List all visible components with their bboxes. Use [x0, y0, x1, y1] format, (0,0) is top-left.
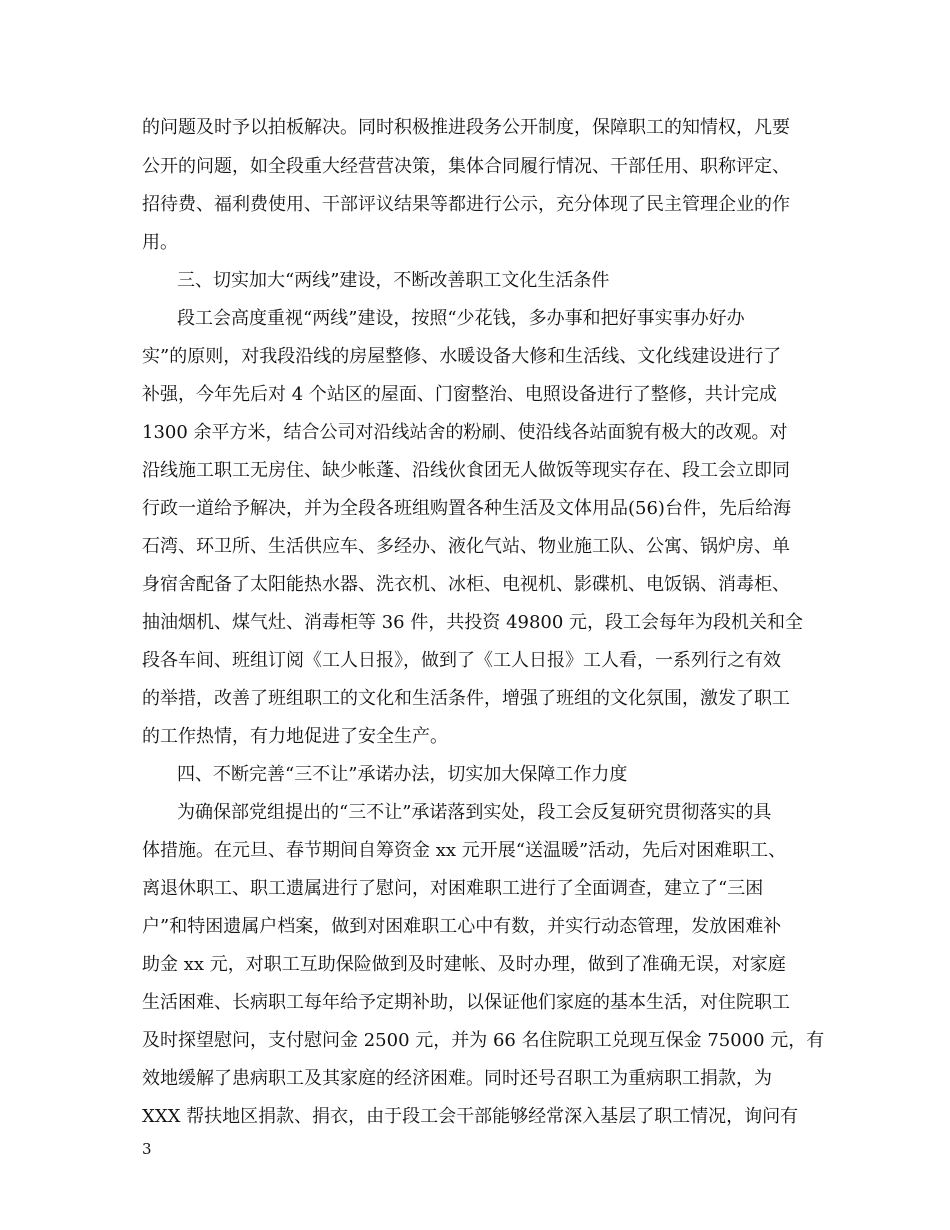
text-line: 补强，今年先后对 4 个站区的屋面、门窗整治、电照设备进行了整修，共计完成 — [142, 384, 777, 405]
text-line: 户”和特困遗属户档案，做到对困难职工心中有数，并实行动态管理，发放困难补 — [142, 916, 782, 937]
page-number: 3 — [142, 1140, 152, 1158]
paragraph-start: 为确保部党组提出的“三不让”承诺落到实处，段工会反复研究贯彻落实的具 — [177, 802, 772, 823]
text-line: XXX 帮扶地区捐款、捐衣，由于段工会干部能够经常深入基层了职工情况，询问有 — [142, 1106, 799, 1127]
text-line: 石湾、环卫所、生活供应车、多经办、液化气站、物业施工队、公寓、锅炉房、单 — [142, 536, 790, 557]
text-line: 1300 余平方米，结合公司对沿线站舍的粉刷、使沿线各站面貌有极大的改观。对 — [142, 422, 788, 443]
text-line: 用。 — [142, 232, 178, 253]
text-line: 助金 xx 元，对职工互助保险做到及时建帐、及时办理，做到了准确无误，对家庭 — [142, 954, 786, 975]
text-line: 体措施。在元旦、春节期间自筹资金 xx 元开展“送温暖”活动，先后对困难职工、 — [142, 840, 787, 861]
section-heading-4: 四、不断完善“三不让”承诺办法，切实加大保障工作力度 — [177, 764, 628, 785]
text-line: 沿线施工职工无房住、缺少帐蓬、沿线伙食团无人做饭等现实存在、段工会立即同 — [142, 460, 790, 481]
text-line: 离退休职工、职工遗属进行了慰问，对困难职工进行了全面调查，建立了“三困 — [142, 878, 764, 899]
text-line: 的问题及时予以拍板解决。同时积极推进段务公开制度，保障职工的知情权，凡要 — [142, 117, 790, 138]
section-heading-3: 三、切实加大“两线”建设，不断改善职工文化生活条件 — [177, 270, 610, 291]
text-line: 实”的原则，对我段沿线的房屋整修、水暖设备大修和生活线、文化线建设进行了 — [142, 346, 782, 367]
text-line: 身宿舍配备了太阳能热水器、洗衣机、冰柜、电视机、影碟机、电饭锅、消毒柜、 — [142, 574, 790, 595]
text-line: 段各车间、班组订阅《工人日报》，做到了《工人日报》工人看，一系列行之有效 — [142, 650, 781, 671]
text-line: 公开的问题，如全段重大经营营决策，集体合同履行情况、干部任用、职称评定、 — [142, 156, 790, 177]
text-line: 招待费、福利费使用、干部评议结果等都进行公示，充分体现了民主管理企业的作 — [142, 194, 790, 215]
text-line: 及时探望慰问，支付慰问金 2500 元，并为 66 名住院职工兑现互保金 75000 元，有 — [142, 1030, 825, 1051]
text-line: 抽油烟机、煤气灶、消毒柜等 36 件，共投资 49800 元，段工会每年为段机关和全 — [142, 612, 804, 633]
paragraph-start: 段工会高度重视“两线”建设，按照“少花钱，多办事和把好事实事办好办 — [177, 308, 745, 329]
text-line: 的工作热情，有力地促进了安全生产。 — [142, 726, 448, 747]
text-line: 效地缓解了患病职工及其家庭的经济困难。同时还号召职工为重病职工捐款，为 — [142, 1068, 772, 1089]
text-line: 的举措，改善了班组职工的文化和生活条件，增强了班组的文化氛围，激发了职工 — [142, 688, 790, 709]
text-line: 生活困难、长病职工每年给予定期补助，以保证他们家庭的基本生活，对住院职工 — [142, 992, 790, 1013]
text-line: 行政一道给予解决，并为全段各班组购置各种生活及文体用品(56)台件，先后给海 — [142, 498, 791, 519]
